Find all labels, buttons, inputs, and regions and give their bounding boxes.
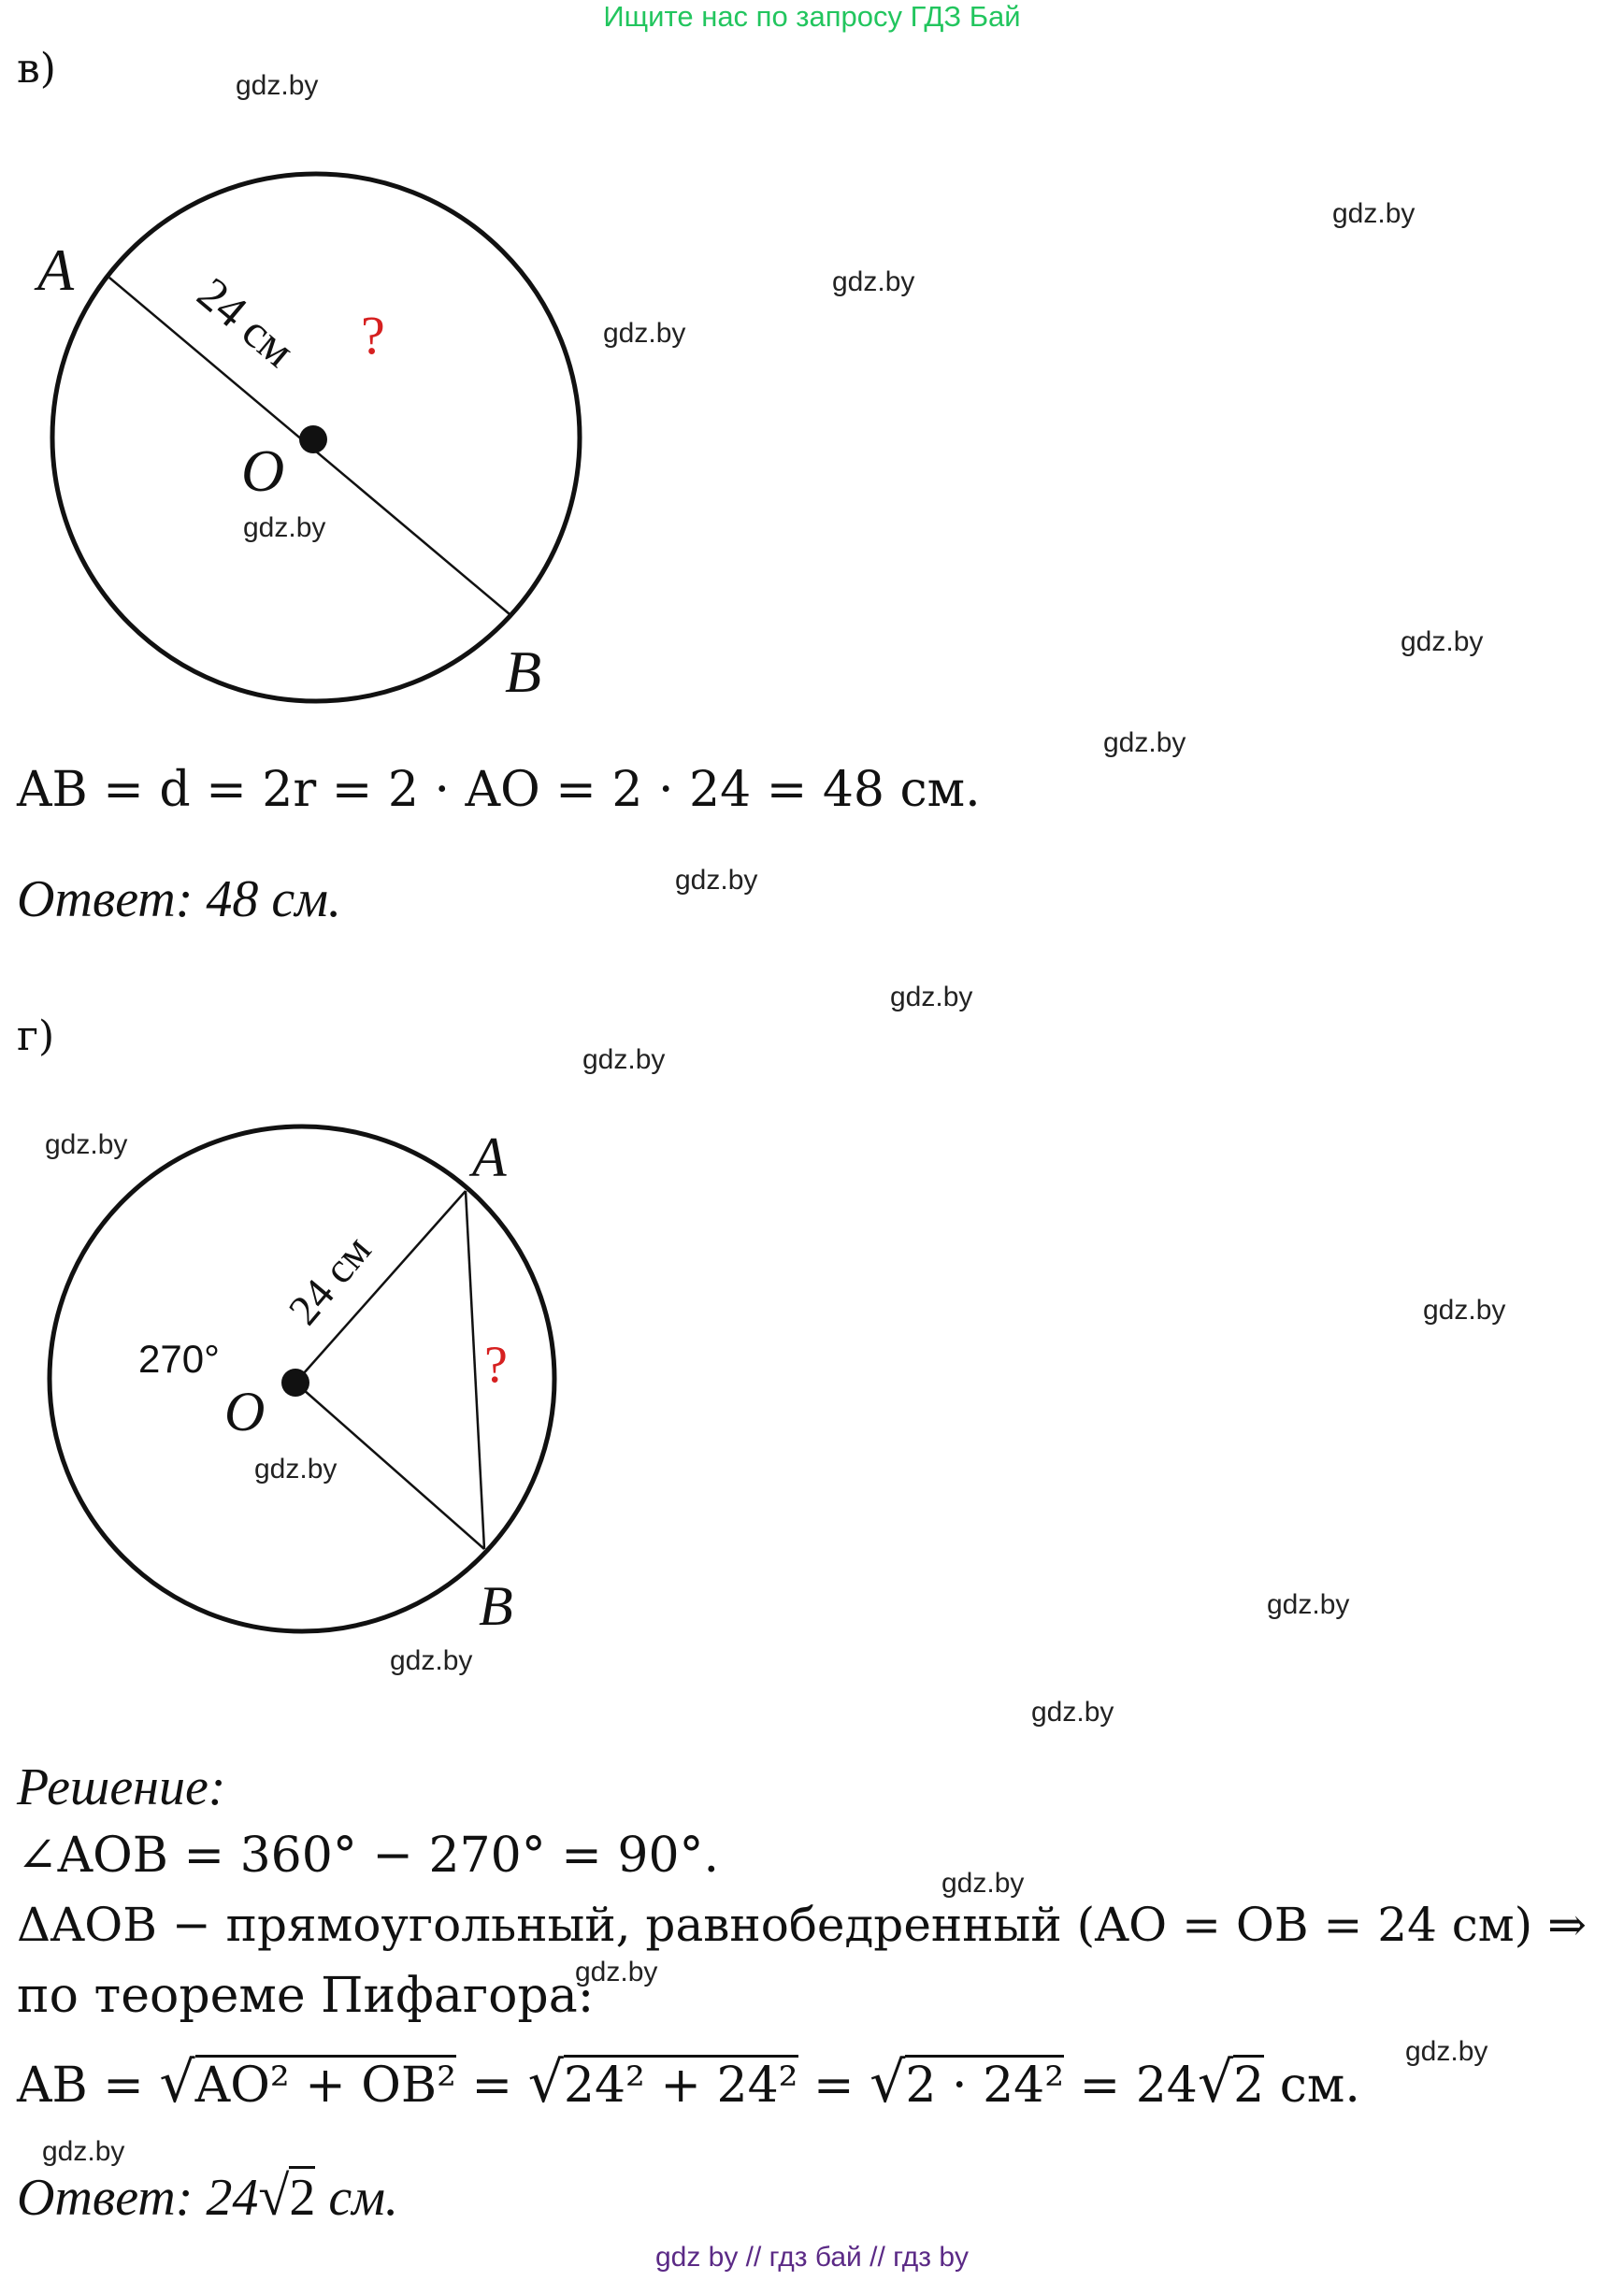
radicand: 2 bbox=[289, 2166, 315, 2227]
eq-text: = 24 bbox=[1064, 2058, 1198, 2114]
radius-ob bbox=[295, 1383, 484, 1549]
label-a: A bbox=[37, 237, 75, 303]
radicand: 2 bbox=[1233, 2055, 1264, 2114]
watermark: gdz.by bbox=[243, 512, 326, 543]
watermark: gdz.by bbox=[45, 1129, 128, 1160]
watermark: gdz.by bbox=[1405, 2036, 1488, 2067]
eq-text: = bbox=[456, 2058, 528, 2114]
eq-text: см. bbox=[1264, 2058, 1360, 2114]
watermark: gdz.by bbox=[1401, 626, 1484, 657]
center-point-o bbox=[281, 1369, 309, 1397]
question-mark: ? bbox=[361, 305, 385, 366]
answer-v: Ответ: 48 см. bbox=[17, 870, 341, 928]
eq-text: AB = bbox=[17, 2058, 160, 2114]
watermark: gdz.by bbox=[832, 266, 915, 297]
watermark: gdz.by bbox=[254, 1454, 338, 1485]
label-o: O bbox=[224, 1381, 266, 1442]
solution-line-2: ΔAOB − прямоугольный, равнобедренный (AO = OB = 24 см) ⇒ bbox=[17, 1898, 1587, 1952]
angle-label: 270° bbox=[138, 1337, 220, 1381]
watermark: gdz.by bbox=[675, 865, 758, 896]
part-v-label: в) bbox=[17, 45, 56, 93]
solution-line-1: ∠AOB = 360° − 270° = 90°. bbox=[17, 1828, 720, 1884]
watermark: gdz.by bbox=[1103, 727, 1186, 758]
watermark: gdz.by bbox=[42, 2136, 125, 2167]
center-point-o bbox=[299, 425, 327, 453]
watermark: gdz.by bbox=[582, 1044, 666, 1075]
part-g-label: г) bbox=[17, 1012, 55, 1060]
watermark: gdz.by bbox=[603, 318, 686, 349]
question-mark: ? bbox=[484, 1336, 508, 1394]
label-o: O bbox=[241, 438, 285, 504]
watermark: gdz.by bbox=[1031, 1697, 1114, 1728]
answer-text: см. bbox=[315, 2169, 398, 2227]
solution-title: Решение: bbox=[17, 1758, 226, 1816]
radicand: AO² + OB² bbox=[195, 2055, 456, 2114]
sqrt-sign: √ bbox=[1197, 2050, 1234, 2116]
watermark: gdz.by bbox=[1267, 1589, 1350, 1620]
label-b: B bbox=[479, 1575, 513, 1637]
top-banner: Ищите нас по запросу ГДЗ Бай bbox=[603, 0, 1021, 33]
watermark: gdz.by bbox=[575, 1957, 658, 1987]
watermark: gdz.by bbox=[1423, 1295, 1506, 1326]
radius-label: 24 см bbox=[187, 266, 306, 378]
sqrt-sign: √ bbox=[869, 2050, 906, 2116]
eq-text: = bbox=[798, 2058, 870, 2114]
radicand: 24² + 24² bbox=[564, 2055, 798, 2114]
sqrt-sign: √ bbox=[258, 2165, 290, 2227]
watermark: gdz.by bbox=[236, 70, 319, 101]
label-b: B bbox=[505, 638, 542, 705]
solution-line-3: по теореме Пифагора: bbox=[17, 1968, 595, 2024]
footer-links: gdz by // гдз бай // гдз by bbox=[654, 2242, 970, 2273]
watermark: gdz.by bbox=[890, 982, 973, 1012]
sqrt-sign: √ bbox=[527, 2050, 564, 2116]
radicand: 2 · 24² bbox=[905, 2055, 1064, 2114]
equation-v: AB = d = 2r = 2 · AO = 2 · 24 = 48 см. bbox=[17, 762, 981, 818]
watermark: gdz.by bbox=[1332, 198, 1416, 229]
answer-g bbox=[17, 2164, 398, 2229]
radius-label: 24 см bbox=[279, 1226, 381, 1334]
watermark: gdz.by bbox=[941, 1868, 1025, 1899]
sqrt-sign: √ bbox=[159, 2050, 195, 2116]
answer-text: Ответ: 24 bbox=[17, 2169, 259, 2227]
chord-ab bbox=[466, 1191, 484, 1549]
label-a: A bbox=[472, 1126, 507, 1188]
watermark: gdz.by bbox=[390, 1645, 473, 1676]
solution-line-4 bbox=[17, 2050, 1360, 2116]
